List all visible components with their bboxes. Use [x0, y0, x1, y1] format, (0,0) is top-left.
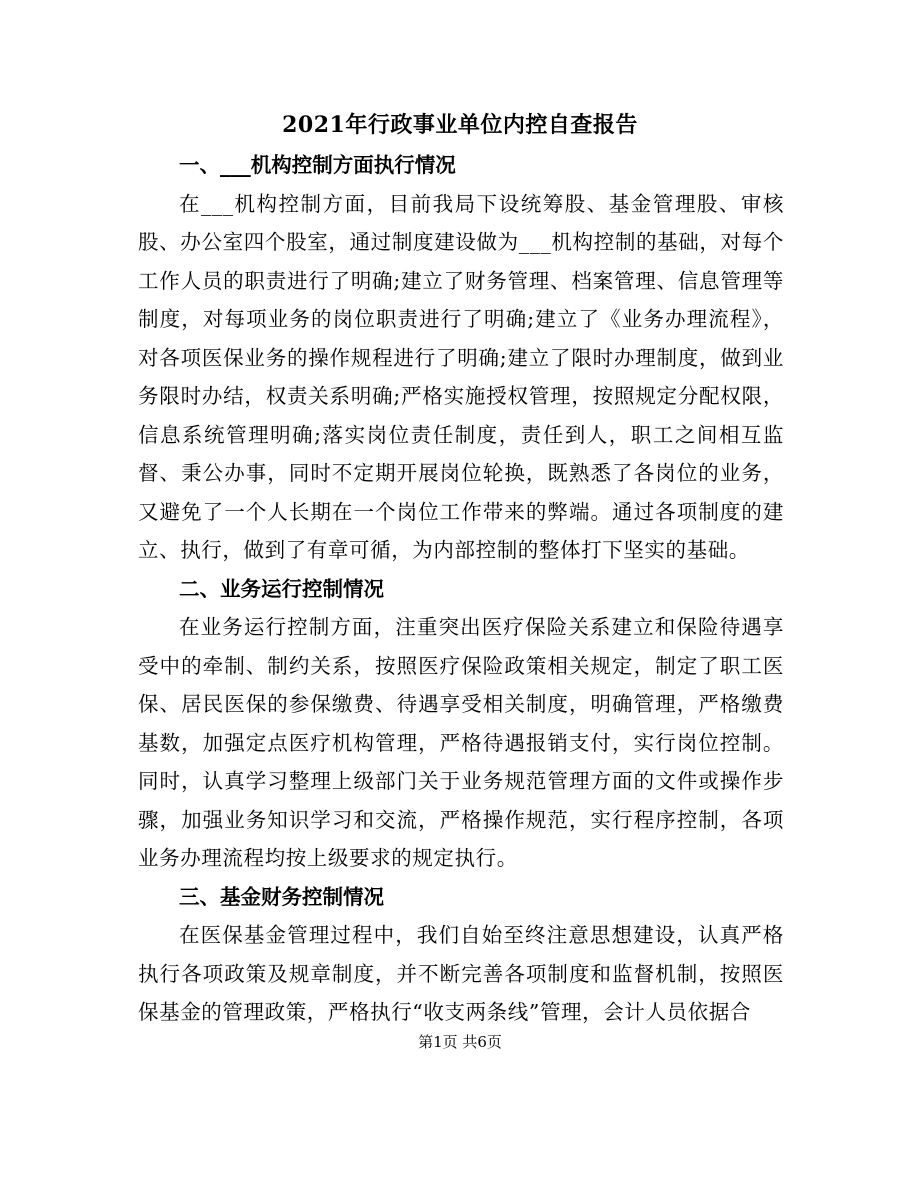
section-heading-3: 三、基金财务控制情况 — [179, 884, 384, 909]
section-heading-2: 二、业务运行控制情况 — [179, 576, 384, 601]
page-number-footer: 第1页 共6页 — [418, 1033, 502, 1051]
section-heading-1: 一、___机构控制方面执行情况 — [179, 153, 456, 177]
document-body — [138, 146, 784, 1032]
section-paragraph-1: 在___机构控制方面，目前我局下设统筹股、基金管理股、审核股、办公室四个股室，通过制度建设做为___机构控制的基础，对每个工作人员的职责进行了明确;建立了财务管理、档案管理、信息管理等制度，对每项业务的岗位职责进行了明确;建立了《业务办理流程》，对各项医保业务的操作规程进行了明确;建立了限时办理制度，做到业务限时办结，权责关系明确;严格实施授权管理，按照规定分配权限，信息系统管理明确;落实岗位责任制度，责任到人，职工之间相互监督、秉公办事，同时不定期开展岗位轮换，既熟悉了各岗位的业务，又避免了一个人长期在一个岗位工作带来的弊端。通过各项制度的建立、执行，做到了有章可循，为内部控制的整体打下坚实的基础。 — [138, 191, 784, 562]
section-paragraph-3: 在医保基金管理过程中，我们自始至终注意思想建设，认真严格执行各项政策及规章制度，并不断完善各项制度和监督机制，按照医保基金的管理政策，严格执行“收支两条线”管理，会计人员依据合 — [138, 923, 784, 1024]
section-paragraph-2: 在业务运行控制方面，注重突出医疗保险关系建立和保险待遇享受中的牵制、制约关系，按照医疗保险政策相关规定，制定了职工医保、居民医保的参保缴费、待遇享受相关制度，明确管理，严格缴费基数，加强定点医疗机构管理，严格待遇报销支付，实行岗位控制。同时，认真学习整理上级部门关于业务规范管理方面的文件或操作步骤，加强业务知识学习和交流，严格操作规范，实行程序控制，各项业务办理流程均按上级要求的规定执行。 — [138, 615, 784, 870]
document-title: 2021年行政事业单位内控自查报告 — [282, 112, 638, 138]
